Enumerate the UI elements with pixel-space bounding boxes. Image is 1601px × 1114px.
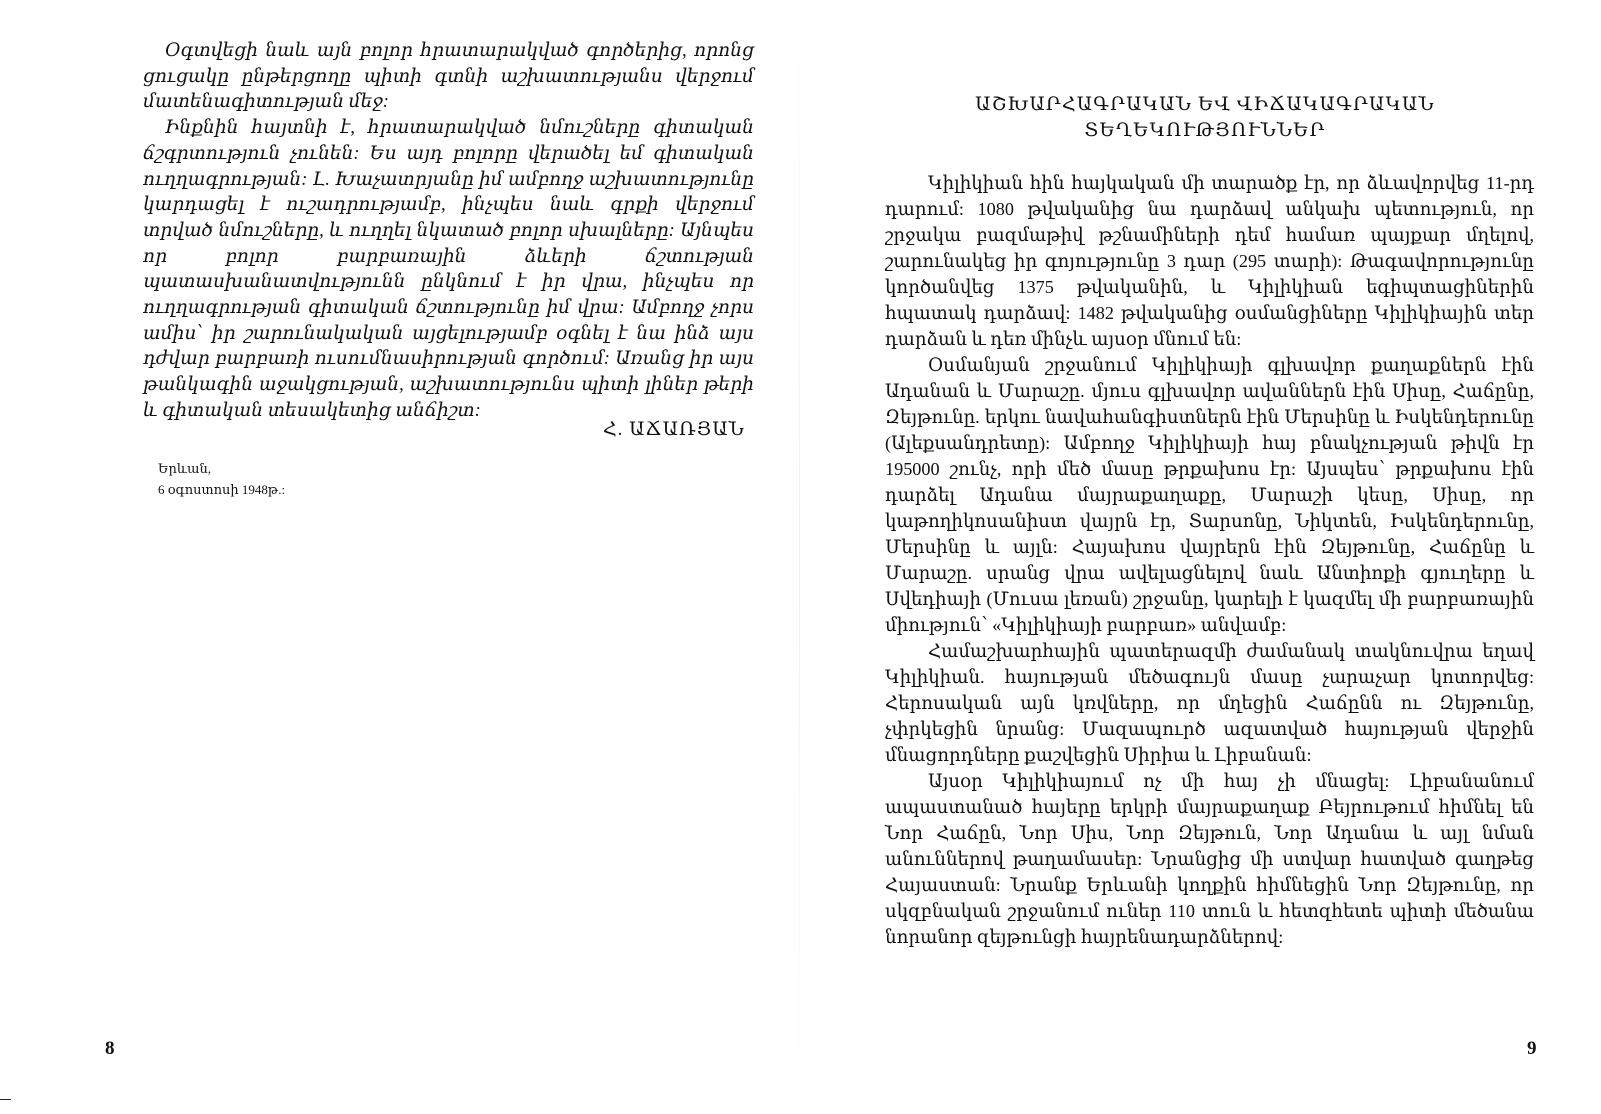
preface-text bbox=[143, 38, 754, 424]
scan-edge-mark bbox=[0, 1099, 11, 1100]
place: Երևան, bbox=[158, 461, 211, 476]
preface-paragraph-2: Ինքնին հայտնի է, հրատարակված նմուշները գիտական ճշգրտություն չունեն: Ես այդ բոլորը վերածել եմ գիտական ուղղագրության: Լ. Խաչատրյանը իմ ամբողջ աշխատությունը կարդացել է ուշադրությամբ, ինչպես նաև գրքի վերջում տրված նմուշները, և ուղղել նկատած բոլոր սխալները: Այնպես որ բոլոր բարբառային ձևերի ճշտության պատասխանատվությունն ընկնում է իր վրա, ինչպես որ ուղղագրության գիտական ճշտությունը իմ վրա: Ամբողջ չորս ամիս՝ իր շարունակական այցելությամբ օգնել է նա ինձ այս դժվար բարբառի ուսումնասիրության գործում: Առանց իր այս թանկագին աջակցության, աշխատությունս պիտի լիներ թերի և գիտական տեսակետից անճիշտ: bbox=[143, 117, 754, 421]
body-paragraph-4: Այսօր Կիլիկիայում ոչ մի հայ չի մնացել: Լիբանանում ապաստանած հայերը երկրի մայրաքաղաք Բեյրութում հիմնել են Նոր Հաճըն, Նոր Սիս, Նոր Զեյթուն, Նոր Ադանա և այլ նման անուններով թաղամասեր: Նրանցից մի ստվար հատված գաղթեց Հայաստան: Նրանք Երևանի կողքին հիմնեցին Նոր Զեյթունը, որ սկզբնական շրջանում ուներ 110 տուն և հետզհետե պիտի մեծանա նորանոր զեյթունցի հայրենադարձներով: bbox=[885, 771, 1534, 947]
chapter-title bbox=[880, 92, 1530, 144]
author-signature: Հ. ԱՃԱՌՅԱՆ bbox=[603, 419, 745, 440]
chapter-body bbox=[885, 170, 1534, 950]
page-number-left: 8 bbox=[105, 1038, 115, 1059]
chapter-title-line-1: ԱՇԽԱՐՀԱԳՐԱԿԱՆ ԵՎ ՎԻՃԱԿԱԳՐԱԿԱՆ bbox=[975, 94, 1435, 115]
place-date bbox=[158, 458, 285, 500]
body-paragraph-3: Համաշխարհային պատերազմի ժամանակ տակնուվրա եղավ Կիլիկիան. հայության մեծագույն մասը չարաչար կոտորվեց: Հերոսական այն կռվները, որ մղեցին Հաճընն ու Զեյթունը, չփրկեցին նրանց: Մազապուրծ ազատված հայության վերջին մնացորդները քաշվեցին Սիրիա և Լիբանան: bbox=[885, 641, 1534, 765]
body-paragraph-2: Օսմանյան շրջանում Կիլիկիայի գլխավոր քաղաքներն էին Ադանան և Մարաշը. մյուս գլխավոր ավաններն էին Սիսը, Հաճընը, Զեյթունը. երկու նավահանգիստներն էին Մերսինը և Իսկենդերունը (Ալեքսանդրետը): Ամբողջ Կիլիկիայի հայ բնակչության թիվն էր 195000 շունչ, որի մեծ մասը թրքախոս էր: Այսպես՝ թրքախոս էին դարձել Ադանա մայրաքաղաքը, Մարաշի կեսը, Սիսը, որ կաթողիկոսանիստ վայրն էր, Տարսոնը, Նիկտեն, Իսկենդերունը, Մերսինը և այլն: Հայախոս վայրերն էին Զեյթունը, Հաճընը և Մարաշը. սրանց վրա ավելացնելով նաև Անտիոքի գյուղերը և Սվեդիայի (Մուսա լեռան) շրջանը, կարելի է կազմել մի բարբառային միություն՝ «Կիլիկիայի բարբառ» անվամբ: bbox=[885, 355, 1534, 635]
chapter-title-line-2: ՏԵՂԵԿՈՒԹՅՈՒՆՆԵՐ bbox=[1084, 120, 1326, 141]
page-number-right: 9 bbox=[1527, 1038, 1537, 1059]
preface-paragraph-1: Օգտվեցի նաև այն բոլոր հրատարակված գործերից, որոնց ցուցակը ընթերցողը պիտի գտնի աշխատությանս վերջում մատենագիտության մեջ: bbox=[143, 40, 754, 113]
left-page bbox=[0, 0, 800, 1114]
date: 6 օգոստոսի 1948թ.: bbox=[158, 482, 286, 497]
body-paragraph-1: Կիլիկիան հին հայկական մի տարածք էր, որ ձևավորվեց 11-րդ դարում: 1080 թվականից նա դարձավ անկախ պետություն, որ շրջակա բազմաթիվ թշնամիների դեմ համառ պայքար մղելով, շարունակեց իր գոյությունը 3 դար (295 տարի): Թագավորությունը կործանվեց 1375 թվականին, և Կիլիկիան եգիպտացիներին հպատակ դարձավ: 1482 թվականից օսմանցիները Կիլիկիային տեր դարձան և դեռ մինչև այսօր մնում են: bbox=[885, 173, 1534, 349]
